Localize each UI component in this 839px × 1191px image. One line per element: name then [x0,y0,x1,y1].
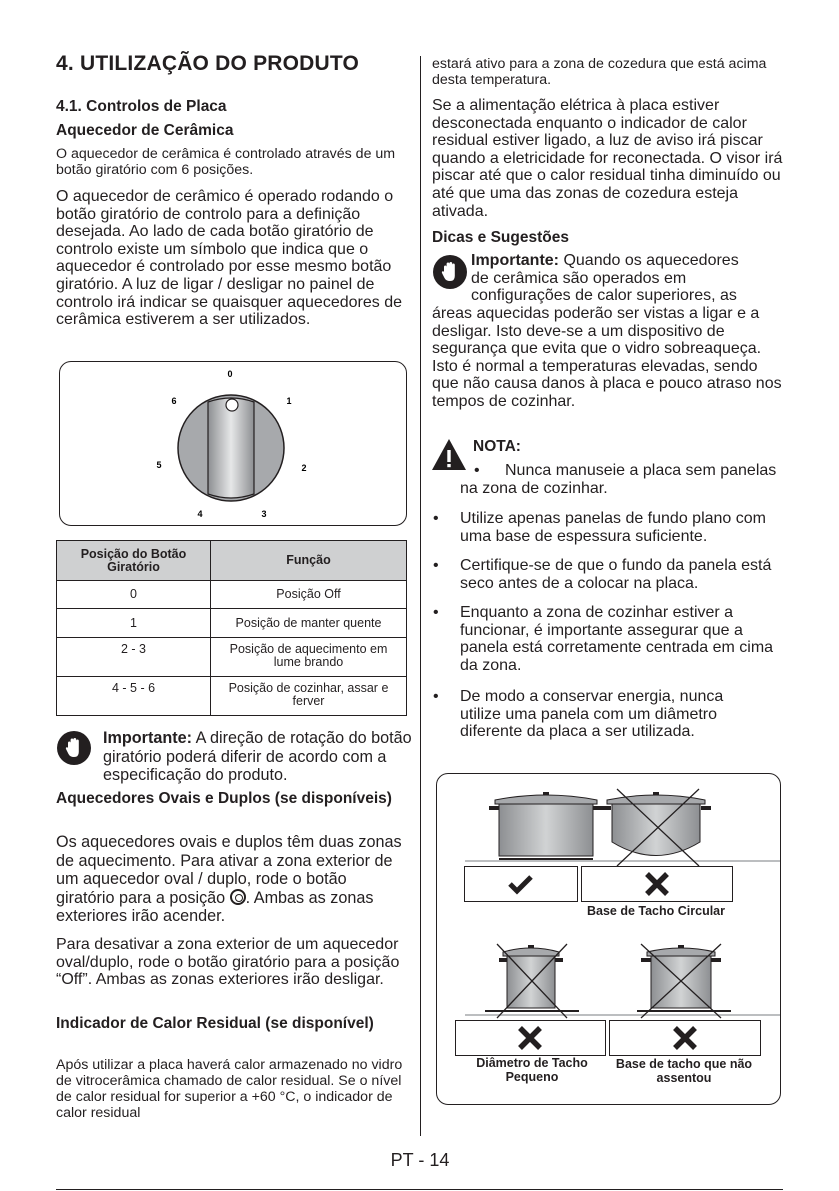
wrong-mark-box [581,866,733,902]
bullet-dot: • [474,462,480,479]
tips-title: Dicas e Sugestões [432,229,569,246]
column-divider [420,56,421,1136]
knob-function-table [56,540,407,716]
knob-label-5: 5 [156,460,162,470]
table-cell: Posição Off [211,581,407,609]
bullet-dot: • [433,510,439,527]
table-row [57,677,407,716]
knob-label-2: 2 [301,463,307,473]
oval-paragraph-2: Para desativar a zona exterior de um aquecedor oval/duplo, rode o botão giratório para a posição “Off”. Ambas as zonas exteriores irão desligar. [56,936,400,989]
wrong-mark-box [455,1020,606,1056]
pot-unseated-base-icon [637,944,731,1018]
control-knob-icon [60,362,406,525]
table-cell: Posição de aquecimento em lume brando [211,638,407,677]
ceramic-title: Aquecedor de Cerâmica [56,122,234,139]
tips-important-body: áreas aquecidas poderão ser vistas a ligar e a desligar. Isto deve-se a um dispositivo de segurança que evita que o vidro sobreaqueça. Isto é normal a temperaturas elevadas, sendo que não causa danos à placa e pouco atraso nos tempos de cozinhar. [432,305,782,410]
bullet-text: Nunca manuseie a placa sem panelas na zona de cozinhar. [460,462,777,497]
hand-stop-icon [57,731,91,765]
important-label: Importante: [103,729,193,747]
table-cell: Posição de cozinhar, assar e ferver [211,677,407,716]
bullet-text: Certifique-se de que o fundo da panela está seco antes de a colocar na placa. [460,557,772,592]
caption-small-diameter: Diâmetro de Tacho Pequeno [476,1056,588,1084]
tips-important-head [471,252,781,305]
knob-illustration [59,361,407,526]
table-header-row [57,541,407,581]
wrong-mark-box [609,1020,761,1056]
table-cell: 0 [57,581,211,609]
oval-title: Aquecedores Ovais e Duplos (se disponíveis) [56,790,392,807]
knob-label-3: 3 [261,509,267,519]
bullet-text: De modo a conservar energia, nunca utilize uma panela com um diâmetro diferente da placa a ser utilizada. [460,688,724,741]
correct-mark-box [464,866,578,902]
bullet-dot: • [433,557,439,574]
residual-paragraph-2: Se a alimentação elétrica à placa estiver desconectada enquanto o indicador de calor residual estiver ligado, a luz de aviso irá piscar quando a eletricidade for reconectada. O visor irá piscar até que o calor residual tinha diminuído ou até que uma das zonas de cozedura esteja ativada. [432,97,783,220]
oval-text-b: . Ambas as zonas exteriores irão acender. [56,888,374,926]
pot-correct-icon [489,792,603,860]
caption-unseated-base: Base de tacho que não assentou [615,1057,753,1085]
hand-stop-icon [433,255,467,289]
oval-text-a: Os aquecedores ovais e duplos têm duas zonas de aquecimento. Para ativar a zona exterior de um aquecedor oval / duplo, rode o botão giratório para a posição [56,833,402,907]
page-number: PT - 14 [390,1150,450,1170]
important-text: A direção de rotação do botão giratório poderá diferir de acordo com a especificação do produto. [103,729,412,785]
residual-continued: estará ativo para a zona de cozedura que está acima desta temperatura. [432,56,767,88]
bullet-dot: • [433,604,439,621]
bullet-text: Enquanto a zona de cozinhar estiver a funcionar, é importante assegurar que a panela está corretamente centrada em cima da zona. [460,604,774,674]
important-note-rotation [103,729,413,785]
nota-label: NOTA: [473,438,521,455]
residual-title: Indicador de Calor Residual (se disponível) [56,1015,374,1032]
cross-icon [582,867,732,901]
bullet-dot: • [433,688,439,705]
cross-icon [610,1021,760,1055]
pot-round-base-icon [601,789,711,866]
knob-label-0: 0 [227,369,233,379]
tips-important-line3: configurações de calor superiores, as [471,287,737,305]
checkmark-icon [465,867,577,901]
table-cell: Posição de manter quente [211,609,407,638]
caption-round-base: Base de Tacho Circular [586,904,725,918]
table-row [57,609,407,638]
knob-label-6: 6 [171,396,177,406]
tips-important-line1: Quando os aquecedores [559,252,739,269]
residual-paragraph-1: Após utilizar a placa haverá calor armazenado no vidro de vitrocerâmica chamado de calor residual. Se o nível de calor residual for superior a +60 °C, o indicador de calor residual [56,1057,403,1121]
pot-usage-illustration [436,773,781,1105]
table-cell: 4 - 5 - 6 [57,677,211,716]
bullet-text: Utilize apenas panelas de fundo plano com uma base de espessura suficiente. [460,510,766,545]
tips-important-line2: de cerâmica são operados em [471,269,687,287]
dual-zone-icon [230,889,246,905]
knob-label-4: 4 [197,509,203,519]
knob-label-1: 1 [286,396,292,406]
table-header-position: Posição do Botão Giratório [57,541,211,581]
section-heading: 4. UTILIZAÇÃO DO PRODUTO [56,52,360,75]
ceramic-paragraph-1: O aquecedor de cerâmica é controlado através de um botão giratório com 6 posições. [56,146,396,178]
table-row [57,638,407,677]
cross-icon [456,1021,605,1055]
subheading: 4.1. Controlos de Placa [56,98,227,115]
footer-rule [56,1189,783,1190]
ceramic-paragraph-2: O aquecedor de cerâmico é operado rodando o botão giratório de controlo para a definição desejada. Ao lado de cada botão giratório de controlo existe um símbolo que indica que o aquecedor é controlado por esse mesmo botão giratório. A luz de ligar / desligar no painel de controlo irá indicar se quaisquer aquecedores de cerâmica estiverem a ser utilizados. [56,188,402,329]
oval-paragraph-1 [56,833,408,926]
table-cell: 2 - 3 [57,638,211,677]
table-header-function: Função [211,541,407,581]
table-row [57,581,407,609]
pot-small-diameter-icon [485,944,579,1018]
tips-important-label: Importante: [471,252,559,269]
table-cell: 1 [57,609,211,638]
